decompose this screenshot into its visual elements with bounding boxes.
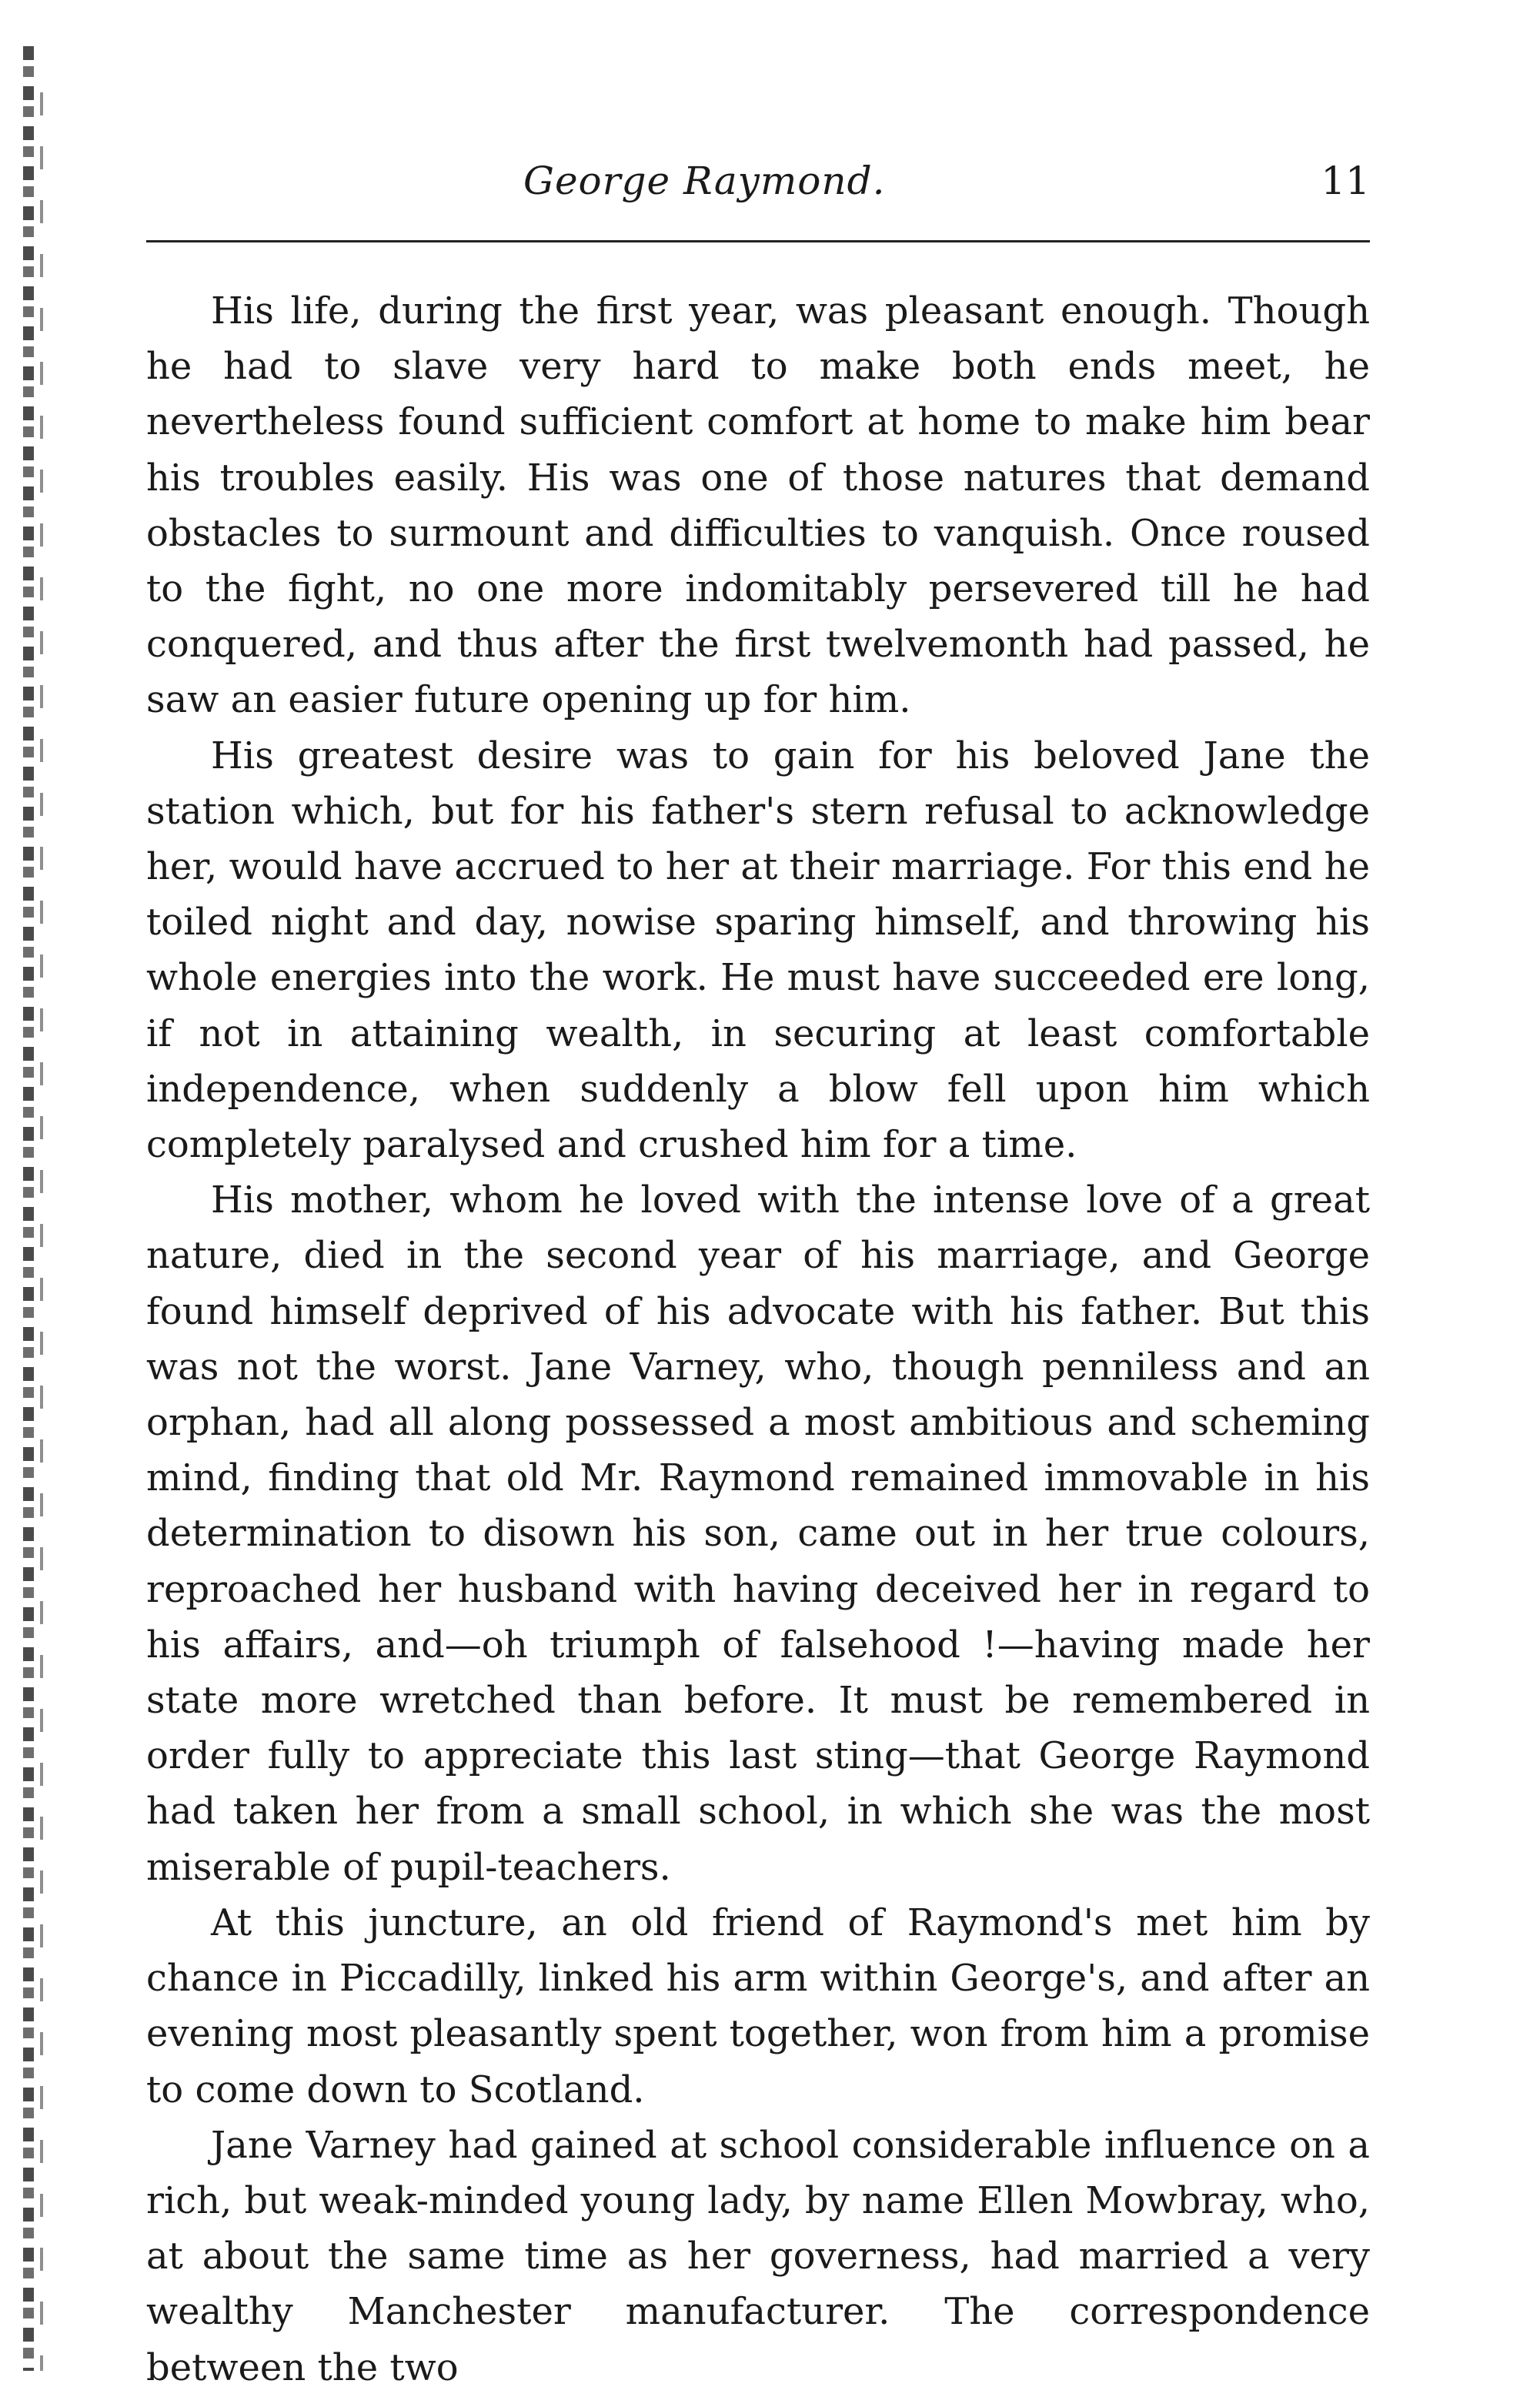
scan-gutter-edge <box>23 46 34 2371</box>
paragraph: His greatest desire was to gain for his beloved Jane the station which, but for his father's stern refusal to acknowledge her, would have accrued to her at their marriage. For this end he toiled night and day, nowise sparing himself, and throwing his whole energies into the work. He must have succeeded ere long, if not in attaining wealth, in securing at least comfortable independence, when suddenly a blow fell upon him which completely paralysed and crushed him for a time. <box>146 734 1370 1167</box>
header-rule <box>146 240 1370 242</box>
scan-gutter-shadow <box>40 92 43 2371</box>
page-number: 11 <box>1321 159 1370 203</box>
running-title: George Raymond. <box>523 159 886 203</box>
page-header <box>146 154 1370 216</box>
body-text <box>146 283 1370 2395</box>
paragraph: His life, during the first year, was pleasant enough. Though he had to slave very hard to make both ends meet, he nevertheless found sufficient comfort at home to make him bear his troubles easily. His was one of those natures that demand obstacles to surmount and difficulties to vanquish. Once roused to the fight, no one more indomitably persevered till he had conquered, and thus after the first twelvemonth had passed, he saw an easier future opening up for him. <box>146 289 1370 722</box>
paragraph: At this juncture, an old friend of Raymond's met him by chance in Piccadilly, linked his arm within George's, and after an evening most pleasantly spent together, won from him a promise to come down to Scotland. <box>146 1901 1370 2111</box>
paragraph: Jane Varney had gained at school considerable influence on a rich, but weak-minded young lady, by name Ellen Mowbray, who, at about the same time as her governess, had married a very wealthy Manchester manufacturer. The correspondence between the two <box>146 2123 1370 2389</box>
paragraph: His mother, whom he loved with the intense love of a great nature, died in the second year of his marriage, and George found himself deprived of his advocate with his father. But this was not the worst. Jane Varney, who, though penniless and an orphan, had all along possessed a most ambitious and scheming mind, finding that old Mr. Raymond remained immovable in his determination to disown his son, came out in her true colours, reproached her husband with having deceived her in regard to his affairs, and—oh triumph of falsehood !—having made her state more wretched than before. It must be remembered in order fully to appreciate this last sting—that George Raymond had taken her from a small school, in which she was the most miserable of pupil-teachers. <box>146 1178 1370 1889</box>
